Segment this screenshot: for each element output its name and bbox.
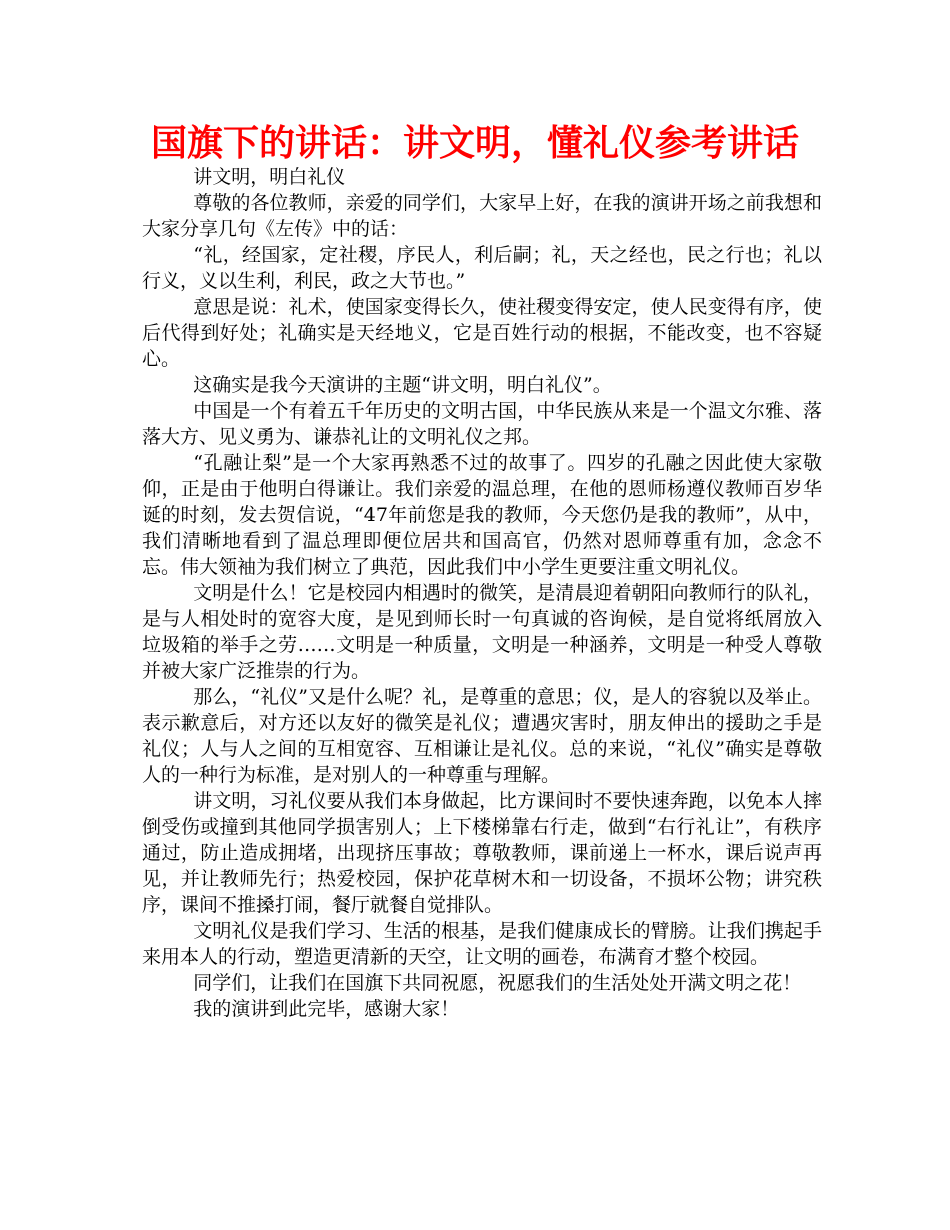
document-body <box>142 164 822 1022</box>
paragraph-kongrong: “孔融让梨”是一个大家再熟悉不过的故事了。四岁的孔融之因此使大家敬仰，正是由于他明白得谦让。我们亲爱的温总理，在他的恩师杨遵仪教师百岁华诞的时刻，发去贺信说，“47年前您是我的教师，今天您仍是我的教师”，从中，我们清晰地看到了温总理即便位居共和国高官，仍然对恩师尊重有加，念念不忘。伟大领袖为我们树立了典范，因此我们中小学生更要注重文明礼仪。 <box>142 452 822 578</box>
paragraph-subtitle: 讲文明，明白礼仪 <box>193 166 346 188</box>
paragraph-wish: 同学们，让我们在国旗下共同祝愿，祝愿我们的生活处处开满文明之花！ <box>193 972 802 994</box>
paragraph-greeting: 尊敬的各位教师，亲爱的同学们，大家早上好，在我的演讲开场之前我想和大家分享几句《左传》中的话： <box>142 192 822 240</box>
paragraph-quote: “礼，经国家，定社稷，序民人，利后嗣；礼，天之经也，民之行也；礼以行义，义以生利，利民，政之大节也。” <box>142 244 822 292</box>
paragraph-practice: 讲文明，习礼仪要从我们本身做起，比方课间时不要快速奔跑，以免本人摔倒受伤或撞到其他同学损害别人；上下楼梯靠右行走，做到“右行礼让”，有秩序通过，防止造成拥堵，出现挤压事故；尊敬教师，课前递上一杯水，课后说声再见，并让教师先行；热爱校园，保护花草树木和一切设备，不损坏公物；讲究秩序，课间不推搡打闹，餐厅就餐自觉排队。 <box>142 790 822 916</box>
paragraph-civility: 文明是什么！它是校园内相遇时的微笑，是清晨迎着朝阳向教师行的队礼，是与人相处时的宽容大度，是见到师长时一句真诚的咨询候，是自觉将纸屑放入垃圾箱的举手之劳……文明是一种质量，文明是一种涵养，文明是一种受人尊敬并被大家广泛推崇的行为。 <box>142 582 822 682</box>
paragraph-theme: 这确实是我今天演讲的主题“讲文明，明白礼仪”。 <box>193 374 612 396</box>
paragraph-meaning: 意思是说：礼术，使国家变得长久，使社稷变得安定，使人民变得有序，使后代得到好处；礼确实是天经地义，它是百姓行动的根据，不能改变，也不容疑心。 <box>142 296 822 370</box>
paragraph-foundation: 文明礼仪是我们学习、生活的根基，是我们健康成长的臂膀。让我们携起手来用本人的行动，塑造更清新的天空，让文明的画卷，布满育才整个校园。 <box>142 920 822 968</box>
paragraph-closing: 我的演讲到此完毕，感谢大家！ <box>193 998 460 1020</box>
paragraph-china: 中国是一个有着五千年历史的文明古国，中华民族从来是一个温文尔雅、落落大方、见义勇为、谦恭礼让的文明礼仪之邦。 <box>142 400 822 448</box>
paragraph-etiquette: 那么，“礼仪”又是什么呢？礼，是尊重的意思；仪，是人的容貌以及举止。表示歉意后，对方还以友好的微笑是礼仪；遭遇灾害时，朋友伸出的援助之手是礼仪；人与人之间的互相宽容、互相谦让是礼仪。总的来说，“礼仪”确实是尊敬人的一种行为标准，是对别人的一种尊重与理解。 <box>142 686 822 786</box>
document-title: 国旗下的讲话：讲文明，懂礼仪参考讲话 <box>150 123 799 164</box>
